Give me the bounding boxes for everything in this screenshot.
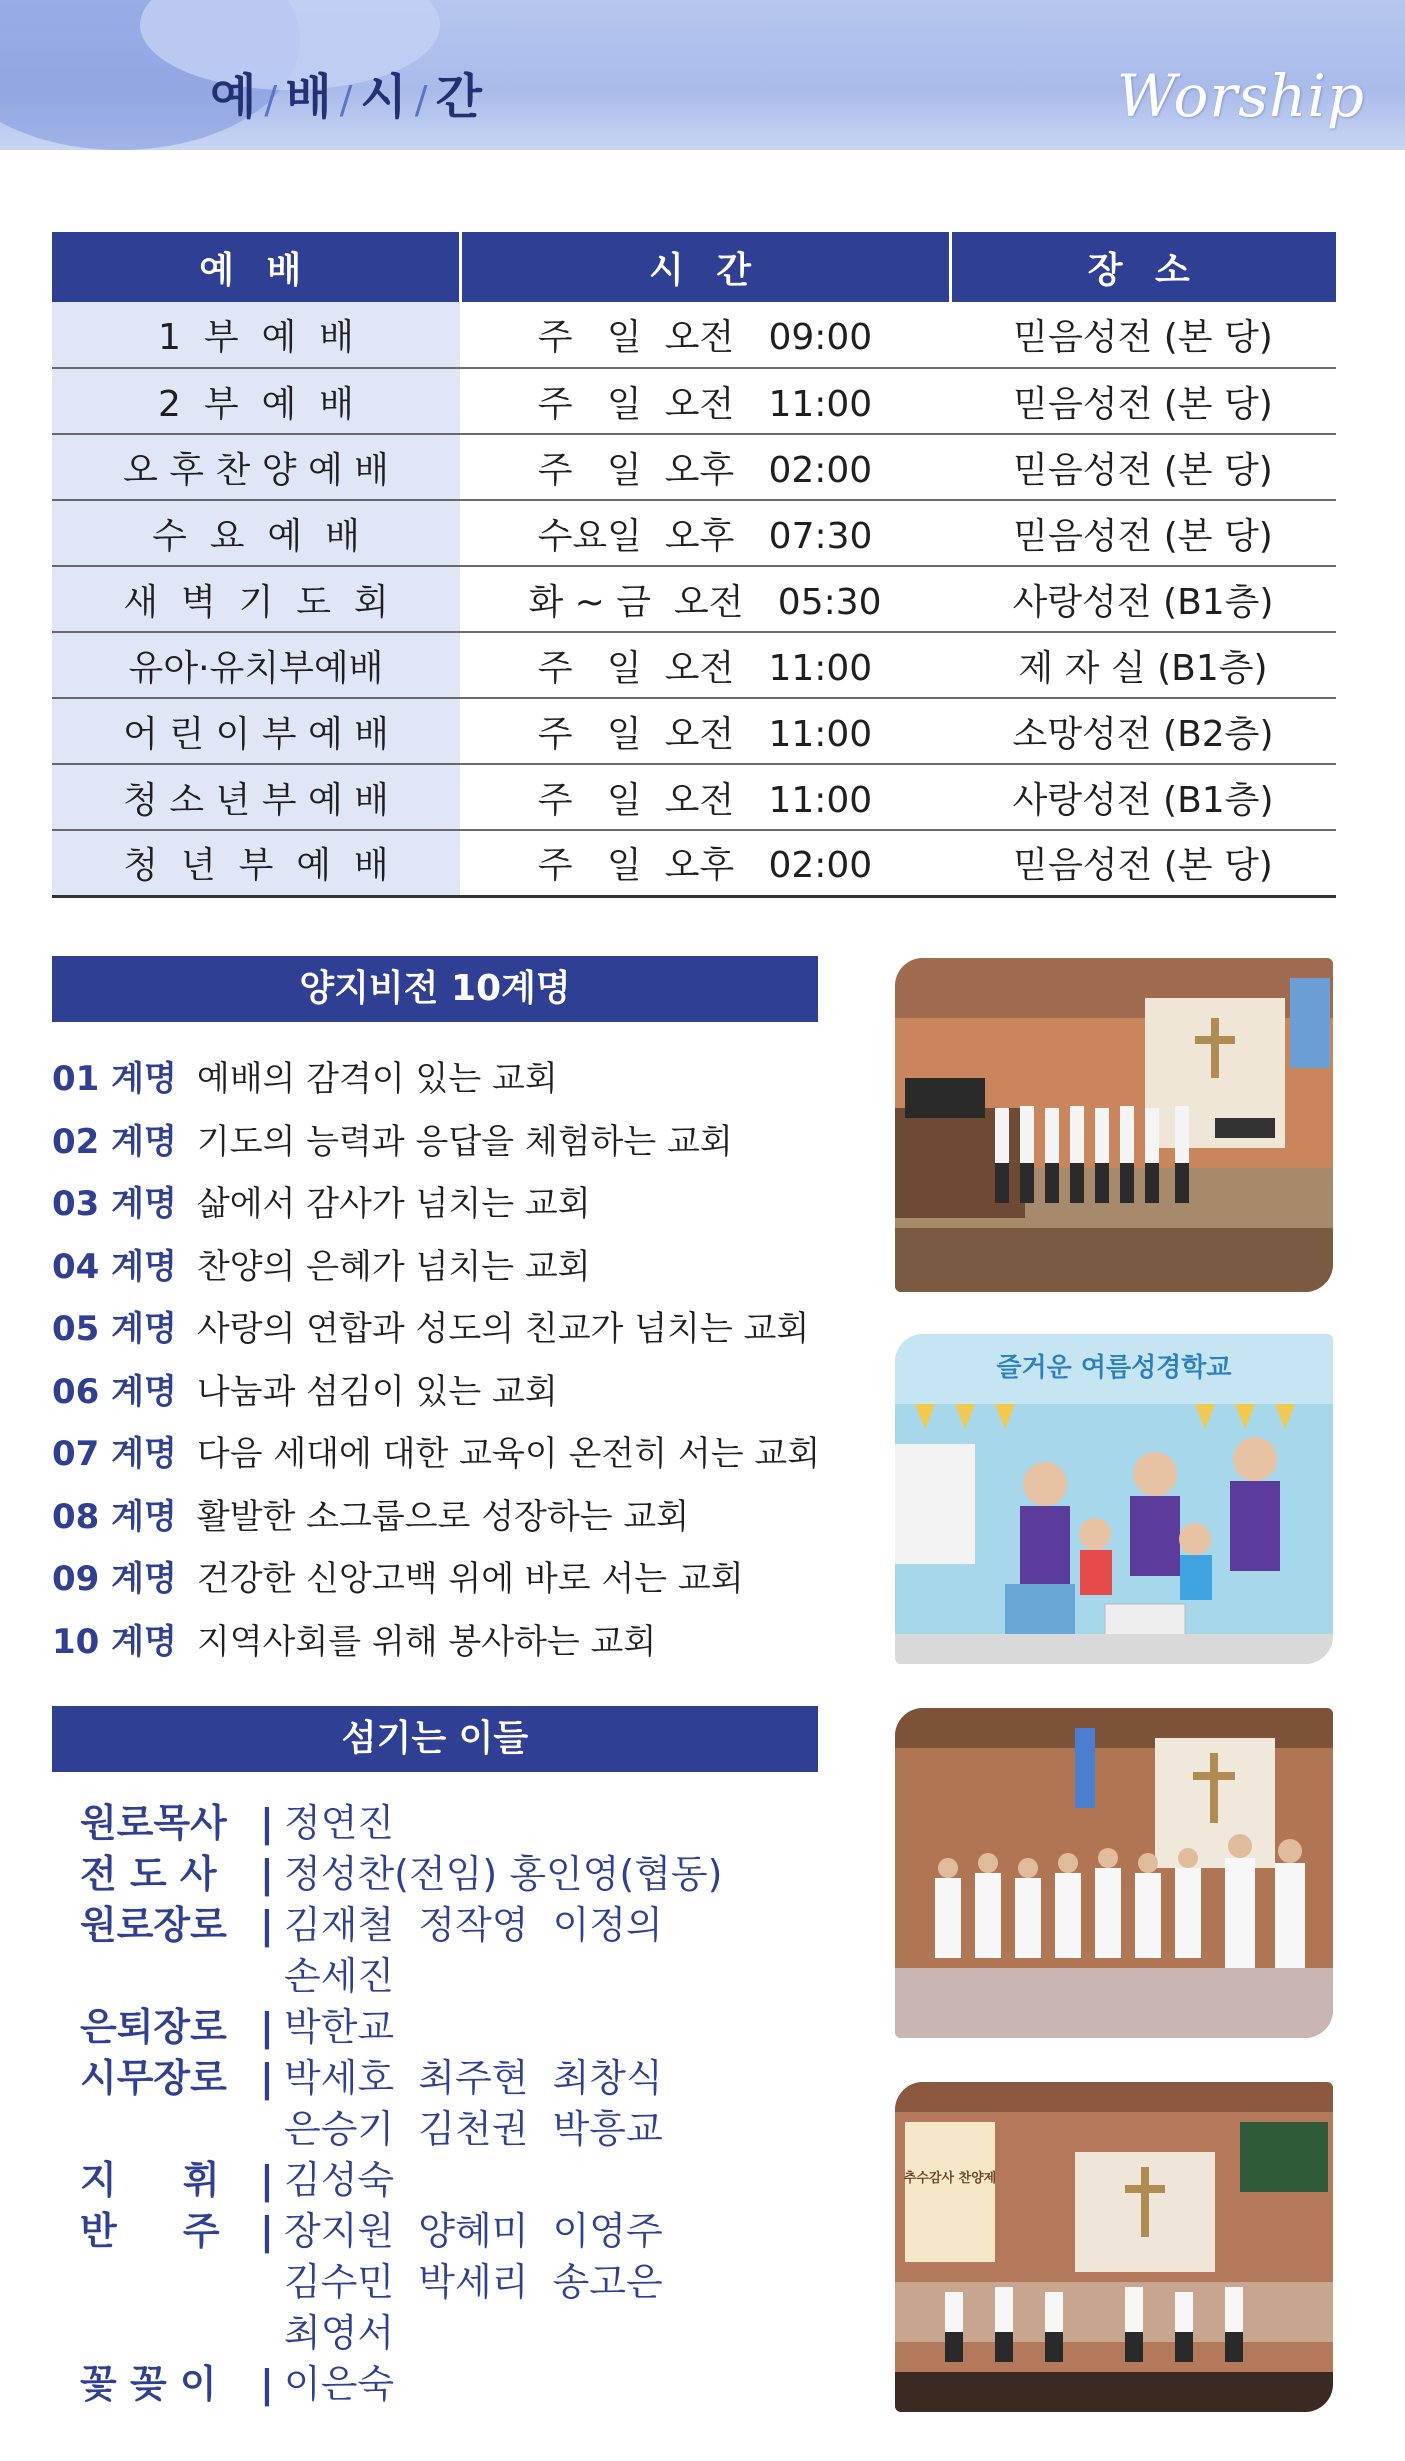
- service-time-cell: 주 일 오후 02:00: [460, 434, 950, 500]
- staff-section-title: 섬기는 이들: [52, 1706, 818, 1772]
- staff-names: [284, 2206, 840, 2359]
- staff-name-line: 이은숙: [284, 2362, 395, 2406]
- staff-role-label: 원로목사: [80, 1801, 227, 1845]
- staff-row: [80, 2155, 840, 2206]
- table-body: [52, 302, 1336, 896]
- banner-text: 추수감사 찬양제: [903, 2171, 997, 2186]
- divider: |: [260, 2209, 274, 2253]
- vision-item-number: 05 계명: [52, 1309, 177, 1349]
- divider: |: [260, 1903, 274, 1947]
- service-time-cell: 주 일 오후 02:00: [460, 830, 950, 896]
- vision-item-number: 06 계명: [52, 1371, 177, 1412]
- staff-role-label: 전 도 사: [80, 1852, 217, 1896]
- staff-row: [80, 2206, 840, 2359]
- table-row: [52, 500, 1336, 566]
- vision-item-text: 예배의 감격이 있는 교회: [196, 1059, 558, 1099]
- staff-name-line: 김수민 박세리 송고은: [284, 2260, 663, 2304]
- vision-item-number: 01 계명: [52, 1059, 177, 1099]
- column-header: 장 소: [950, 232, 1336, 302]
- staff-name-line: 김재철 정작영 이정의: [284, 1903, 663, 1947]
- table-row: [52, 632, 1336, 698]
- vision-item-text: 지역사회를 위해 봉사하는 교회: [196, 1621, 657, 1662]
- service-time-cell: 주 일 오전 11:00: [460, 368, 950, 434]
- service-name-cell: 수 요 예 배: [52, 500, 460, 566]
- staff-list: [80, 1798, 840, 2410]
- staff-role-label: 시무장로: [80, 2056, 227, 2100]
- staff-row: [80, 1900, 840, 2002]
- staff-name-line: 박세호 최주현 최창식: [284, 2056, 663, 2100]
- staff-role-label: 반 주: [80, 2209, 220, 2253]
- vision-item-number: 08 계명: [52, 1496, 177, 1537]
- table-row: [52, 434, 1336, 500]
- staff-names: [284, 2359, 840, 2410]
- staff-name-line: 장지원 양혜미 이영주: [284, 2209, 663, 2253]
- column-header: 시 간: [460, 232, 950, 302]
- vision-item: [52, 1423, 852, 1486]
- staff-name-line: 손세진: [284, 1954, 395, 1998]
- service-place-cell: 소망성전 (B2층): [950, 698, 1336, 764]
- vision-item-text: 건강한 신앙고백 위에 바로 서는 교회: [196, 1559, 744, 1599]
- vision-item-number: 03 계명: [52, 1184, 177, 1224]
- vision-item: [52, 1236, 852, 1299]
- service-place-cell: 믿음성전 (본 당): [950, 830, 1336, 896]
- divider: |: [260, 2005, 274, 2049]
- table-header-row: [52, 232, 1336, 302]
- service-time-cell: 수요일 오후 07:30: [460, 500, 950, 566]
- staff-name-line: 박한교: [284, 2005, 395, 2049]
- service-time-cell: 화 ~ 금 오전 05:30: [460, 566, 950, 632]
- staff-role-label: 은퇴장로: [80, 2005, 227, 2049]
- service-name-cell: 오 후 찬 양 예 배: [52, 434, 460, 500]
- staff-name-line: 정성찬(전임) 홍인영(협동): [284, 1852, 723, 1896]
- staff-row: [80, 2359, 840, 2410]
- service-time-cell: 주 일 오전 11:00: [460, 698, 950, 764]
- service-time-cell: 주 일 오전 11:00: [460, 764, 950, 830]
- service-time-cell: 주 일 오전 09:00: [460, 302, 950, 368]
- staff-name-line: 정연진: [284, 1801, 395, 1845]
- divider: |: [260, 2158, 274, 2202]
- page-header: [0, 0, 1405, 150]
- staff-role-label: 꽃 꽂 이: [80, 2362, 217, 2406]
- vision-item-text: 삶에서 감사가 넘치는 교회: [196, 1184, 591, 1224]
- vision-item: [52, 1548, 852, 1611]
- service-name-cell: 청 소 년 부 예 배: [52, 764, 460, 830]
- staff-row: [80, 1849, 840, 1900]
- vision-item-text: 다음 세대에 대한 교육이 온전히 서는 교회: [196, 1434, 821, 1474]
- vision-item: [52, 1611, 852, 1674]
- staff-names: [284, 2155, 840, 2206]
- staff-name-line: 최영서: [284, 2311, 395, 2355]
- staff-names: [284, 1849, 840, 1900]
- worship-schedule-table: [52, 232, 1336, 898]
- staff-names: [284, 1798, 840, 1849]
- table-row: [52, 698, 1336, 764]
- column-header: 예 배: [52, 232, 460, 302]
- service-name-cell: 새 벽 기 도 회: [52, 566, 460, 632]
- staff-row: [80, 2053, 840, 2155]
- banner-text: 즐거운 여름성경학교: [996, 1353, 1232, 1383]
- worship-script-title: Worship: [1116, 62, 1365, 130]
- table-row: [52, 302, 1336, 368]
- table-row: [52, 566, 1336, 632]
- service-time-cell: 주 일 오전 11:00: [460, 632, 950, 698]
- vision-list: [52, 1048, 852, 1673]
- staff-name-line: 김성숙: [284, 2158, 395, 2202]
- vision-item: [52, 1361, 852, 1424]
- table-row: [52, 368, 1336, 434]
- staff-row: [80, 1798, 840, 1849]
- service-name-cell: 2 부 예 배: [52, 368, 460, 434]
- service-place-cell: 믿음성전 (본 당): [950, 434, 1336, 500]
- divider: |: [260, 1852, 274, 1896]
- divider: |: [260, 1801, 274, 1845]
- staff-role-label: 원로장로: [80, 1903, 227, 1947]
- vision-item-text: 기도의 능력과 응답을 체험하는 교회: [196, 1121, 733, 1162]
- vision-item-number: 10 계명: [52, 1621, 177, 1662]
- service-place-cell: 믿음성전 (본 당): [950, 500, 1336, 566]
- staff-names: [284, 1900, 840, 2002]
- photo-choir-sanctuary: [895, 958, 1333, 1292]
- service-name-cell: 유아·유치부예배: [52, 632, 460, 698]
- staff-names: [284, 2053, 840, 2155]
- service-place-cell: 믿음성전 (본 당): [950, 302, 1336, 368]
- vision-item-number: 07 계명: [52, 1434, 177, 1474]
- divider: |: [260, 2362, 274, 2406]
- page-title: 예 /배 /시 /간: [210, 69, 486, 125]
- service-place-cell: 제 자 실 (B1층): [950, 632, 1336, 698]
- vision-item: [52, 1298, 852, 1361]
- photo-thanksgiving-concert: [895, 2082, 1333, 2412]
- divider: |: [260, 2056, 274, 2100]
- service-place-cell: 믿음성전 (본 당): [950, 368, 1336, 434]
- service-name-cell: 어 린 이 부 예 배: [52, 698, 460, 764]
- staff-role-label: 지 휘: [80, 2158, 220, 2202]
- photo-vacation-bible-school: [895, 1334, 1333, 1664]
- service-name-cell: 청 년 부 예 배: [52, 830, 460, 896]
- vision-item-number: 09 계명: [52, 1559, 177, 1599]
- staff-row: [80, 2002, 840, 2053]
- vision-item-number: 04 계명: [52, 1246, 177, 1287]
- service-name-cell: 1 부 예 배: [52, 302, 460, 368]
- vision-section-title: 양지비전 10계명: [52, 956, 818, 1022]
- vision-item-text: 나눔과 섬김이 있는 교회: [196, 1371, 558, 1412]
- vision-item-text: 찬양의 은혜가 넘치는 교회: [196, 1246, 591, 1287]
- vision-item-text: 사랑의 연합과 성도의 친교가 넘치는 교회: [196, 1309, 810, 1349]
- vision-item: [52, 1486, 852, 1549]
- vision-item-number: 02 계명: [52, 1121, 177, 1162]
- vision-item-text: 활발한 소그룹으로 성장하는 교회: [196, 1496, 690, 1537]
- vision-item: [52, 1048, 852, 1111]
- service-place-cell: 사랑성전 (B1층): [950, 764, 1336, 830]
- staff-name-line: 은승기 김천권 박흥교: [284, 2107, 663, 2151]
- staff-names: [284, 2002, 840, 2053]
- table-row: [52, 764, 1336, 830]
- photo-choir-robes: [895, 1708, 1333, 2038]
- vision-item: [52, 1173, 852, 1236]
- vision-item: [52, 1111, 852, 1174]
- service-place-cell: 사랑성전 (B1층): [950, 566, 1336, 632]
- table-row: [52, 830, 1336, 896]
